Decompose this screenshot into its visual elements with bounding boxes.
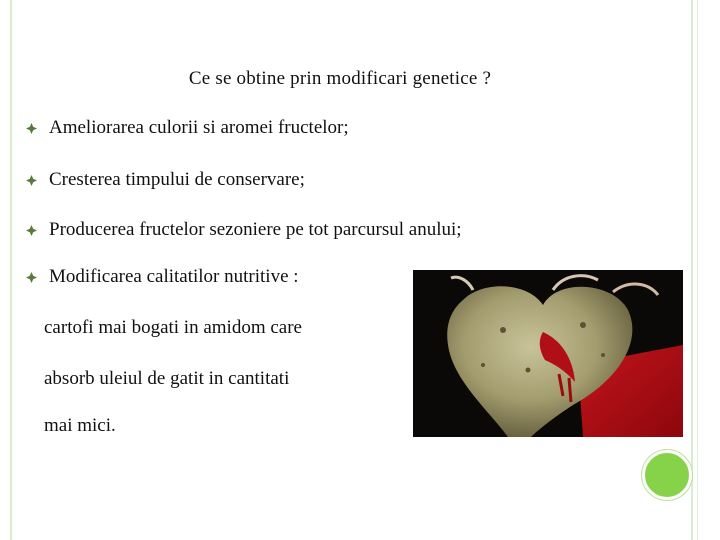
bullet-item (25, 266, 299, 288)
bullet-item (25, 117, 349, 139)
diamond-bullet-icon (25, 174, 38, 187)
paragraph-line: absorb uleiul de gatit in cantitati (44, 368, 290, 389)
paragraph-line: mai mici. (44, 415, 116, 436)
diamond-bullet-icon (25, 122, 38, 135)
slide-side-rule (697, 0, 698, 540)
bullet-text: Ameliorarea culorii si aromei fructelor; (49, 117, 349, 138)
bullet-text: Cresterea timpului de conservare; (49, 169, 305, 190)
diamond-bullet-icon (25, 271, 38, 284)
decorative-green-circle (642, 450, 692, 500)
bullet-text: Modificarea calitatilor nutritive : (49, 266, 299, 287)
bullet-item (25, 169, 305, 191)
bullet-text: Producerea fructelor sezoniere pe tot parcursul anului; (49, 219, 462, 240)
heart-shaped-potato-photo (413, 270, 683, 437)
diamond-bullet-icon (25, 224, 38, 237)
bullet-item (25, 219, 462, 241)
paragraph-line: cartofi mai bogati in amidom care (44, 317, 302, 338)
slide-title: Ce se obtine prin modificari genetice ? (188, 68, 492, 89)
